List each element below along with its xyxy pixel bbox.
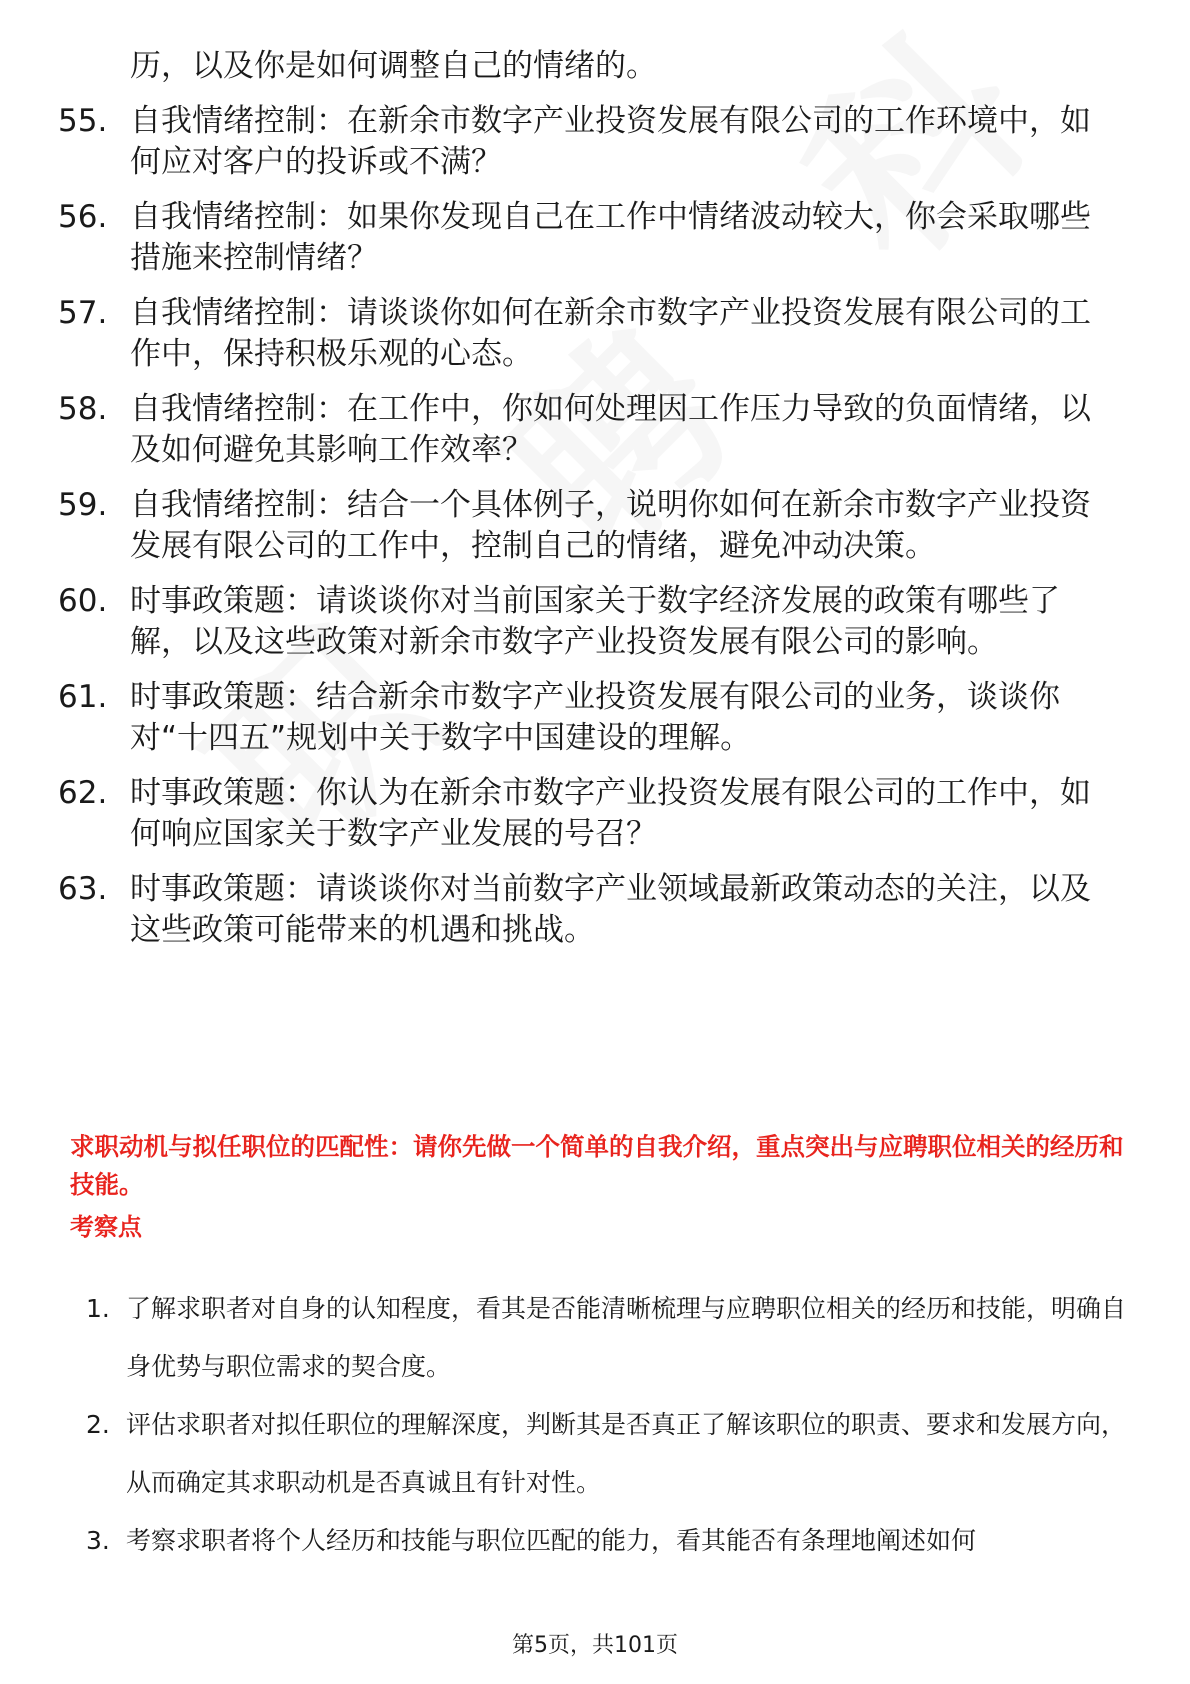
question-number: 62. [58,775,108,811]
question-item [58,869,1118,951]
point-number: 2. [86,1410,110,1439]
section-title: 求职动机与拟任职位的匹配性：请你先做一个简单的自我介绍，重点突出与应聘职位相关的经历和技能。 [70,1132,1124,1199]
point-item [86,1512,1126,1570]
question-number: 63. [58,871,108,907]
question-number: 58. [58,391,108,427]
point-number: 3. [86,1526,110,1555]
question-text: 时事政策题：请谈谈你对当前数字产业领域最新政策动态的关注，以及这些政策可能带来的机遇和挑战。 [130,871,1091,948]
question-item [58,197,1118,279]
point-number: 1. [86,1294,110,1323]
question-text: 自我情绪控制：结合一个具体例子，说明你如何在新余市数字产业投资发展有限公司的工作中，控制自己的情绪，避免冲动决策。 [130,487,1091,564]
point-text: 考察求职者将个人经历和技能与职位匹配的能力，看其能否有条理地阐述如何 [126,1526,977,1555]
question-text: 自我情绪控制：在工作中，你如何处理因工作压力导致的负面情绪，以及如何避免其影响工作效率？ [130,391,1091,468]
question-item [58,293,1118,375]
question-text: 自我情绪控制：在新余市数字产业投资发展有限公司的工作环境中，如何应对客户的投诉或不满？ [130,103,1091,180]
point-text: 评估求职者对拟任职位的理解深度，判断其是否真正了解该职位的职责、要求和发展方向，从而确定其求职动机是否真诚且有针对性。 [126,1410,1127,1497]
question-item [58,773,1118,855]
question-number: 56. [58,199,108,235]
question-continuation: 历，以及你是如何调整自己的情绪的。 [130,48,657,84]
question-number: 57. [58,295,108,331]
point-item [86,1280,1126,1396]
question-item [58,581,1118,663]
point-item [86,1396,1126,1512]
question-item [58,677,1118,759]
question-text: 时事政策题：请谈谈你对当前国家关于数字经济发展的政策有哪些了解，以及这些政策对新余市数字产业投资发展有限公司的影响。 [130,583,1060,660]
question-text: 自我情绪控制：请谈谈你如何在新余市数字产业投资发展有限公司的工作中，保持积极乐观的心态。 [130,295,1091,372]
point-list [86,1280,1126,1570]
question-text: 时事政策题：你认为在新余市数字产业投资发展有限公司的工作中，如何响应国家关于数字产业发展的号召？ [130,775,1091,852]
page-footer: 第5页，共101页 [512,1633,678,1658]
question-number: 61. [58,679,108,715]
question-text: 自我情绪控制：如果你发现自己在工作中情绪波动较大，你会采取哪些措施来控制情绪？ [130,199,1091,276]
question-text: 时事政策题：结合新余市数字产业投资发展有限公司的业务，谈谈你对“十四五”规划中关于数字中国建设的理解。 [130,679,1060,756]
question-item [58,389,1118,471]
question-item [58,101,1118,183]
question-number: 55. [58,103,108,139]
question-list [58,46,1118,965]
question-item [58,485,1118,567]
question-number: 59. [58,487,108,523]
question-number: 60. [58,583,108,619]
point-text: 了解求职者对自身的认知程度，看其是否能清晰梳理与应聘职位相关的经历和技能，明确自身优势与职位需求的契合度。 [126,1294,1127,1381]
section-subtitle: 考察点 [70,1213,142,1241]
